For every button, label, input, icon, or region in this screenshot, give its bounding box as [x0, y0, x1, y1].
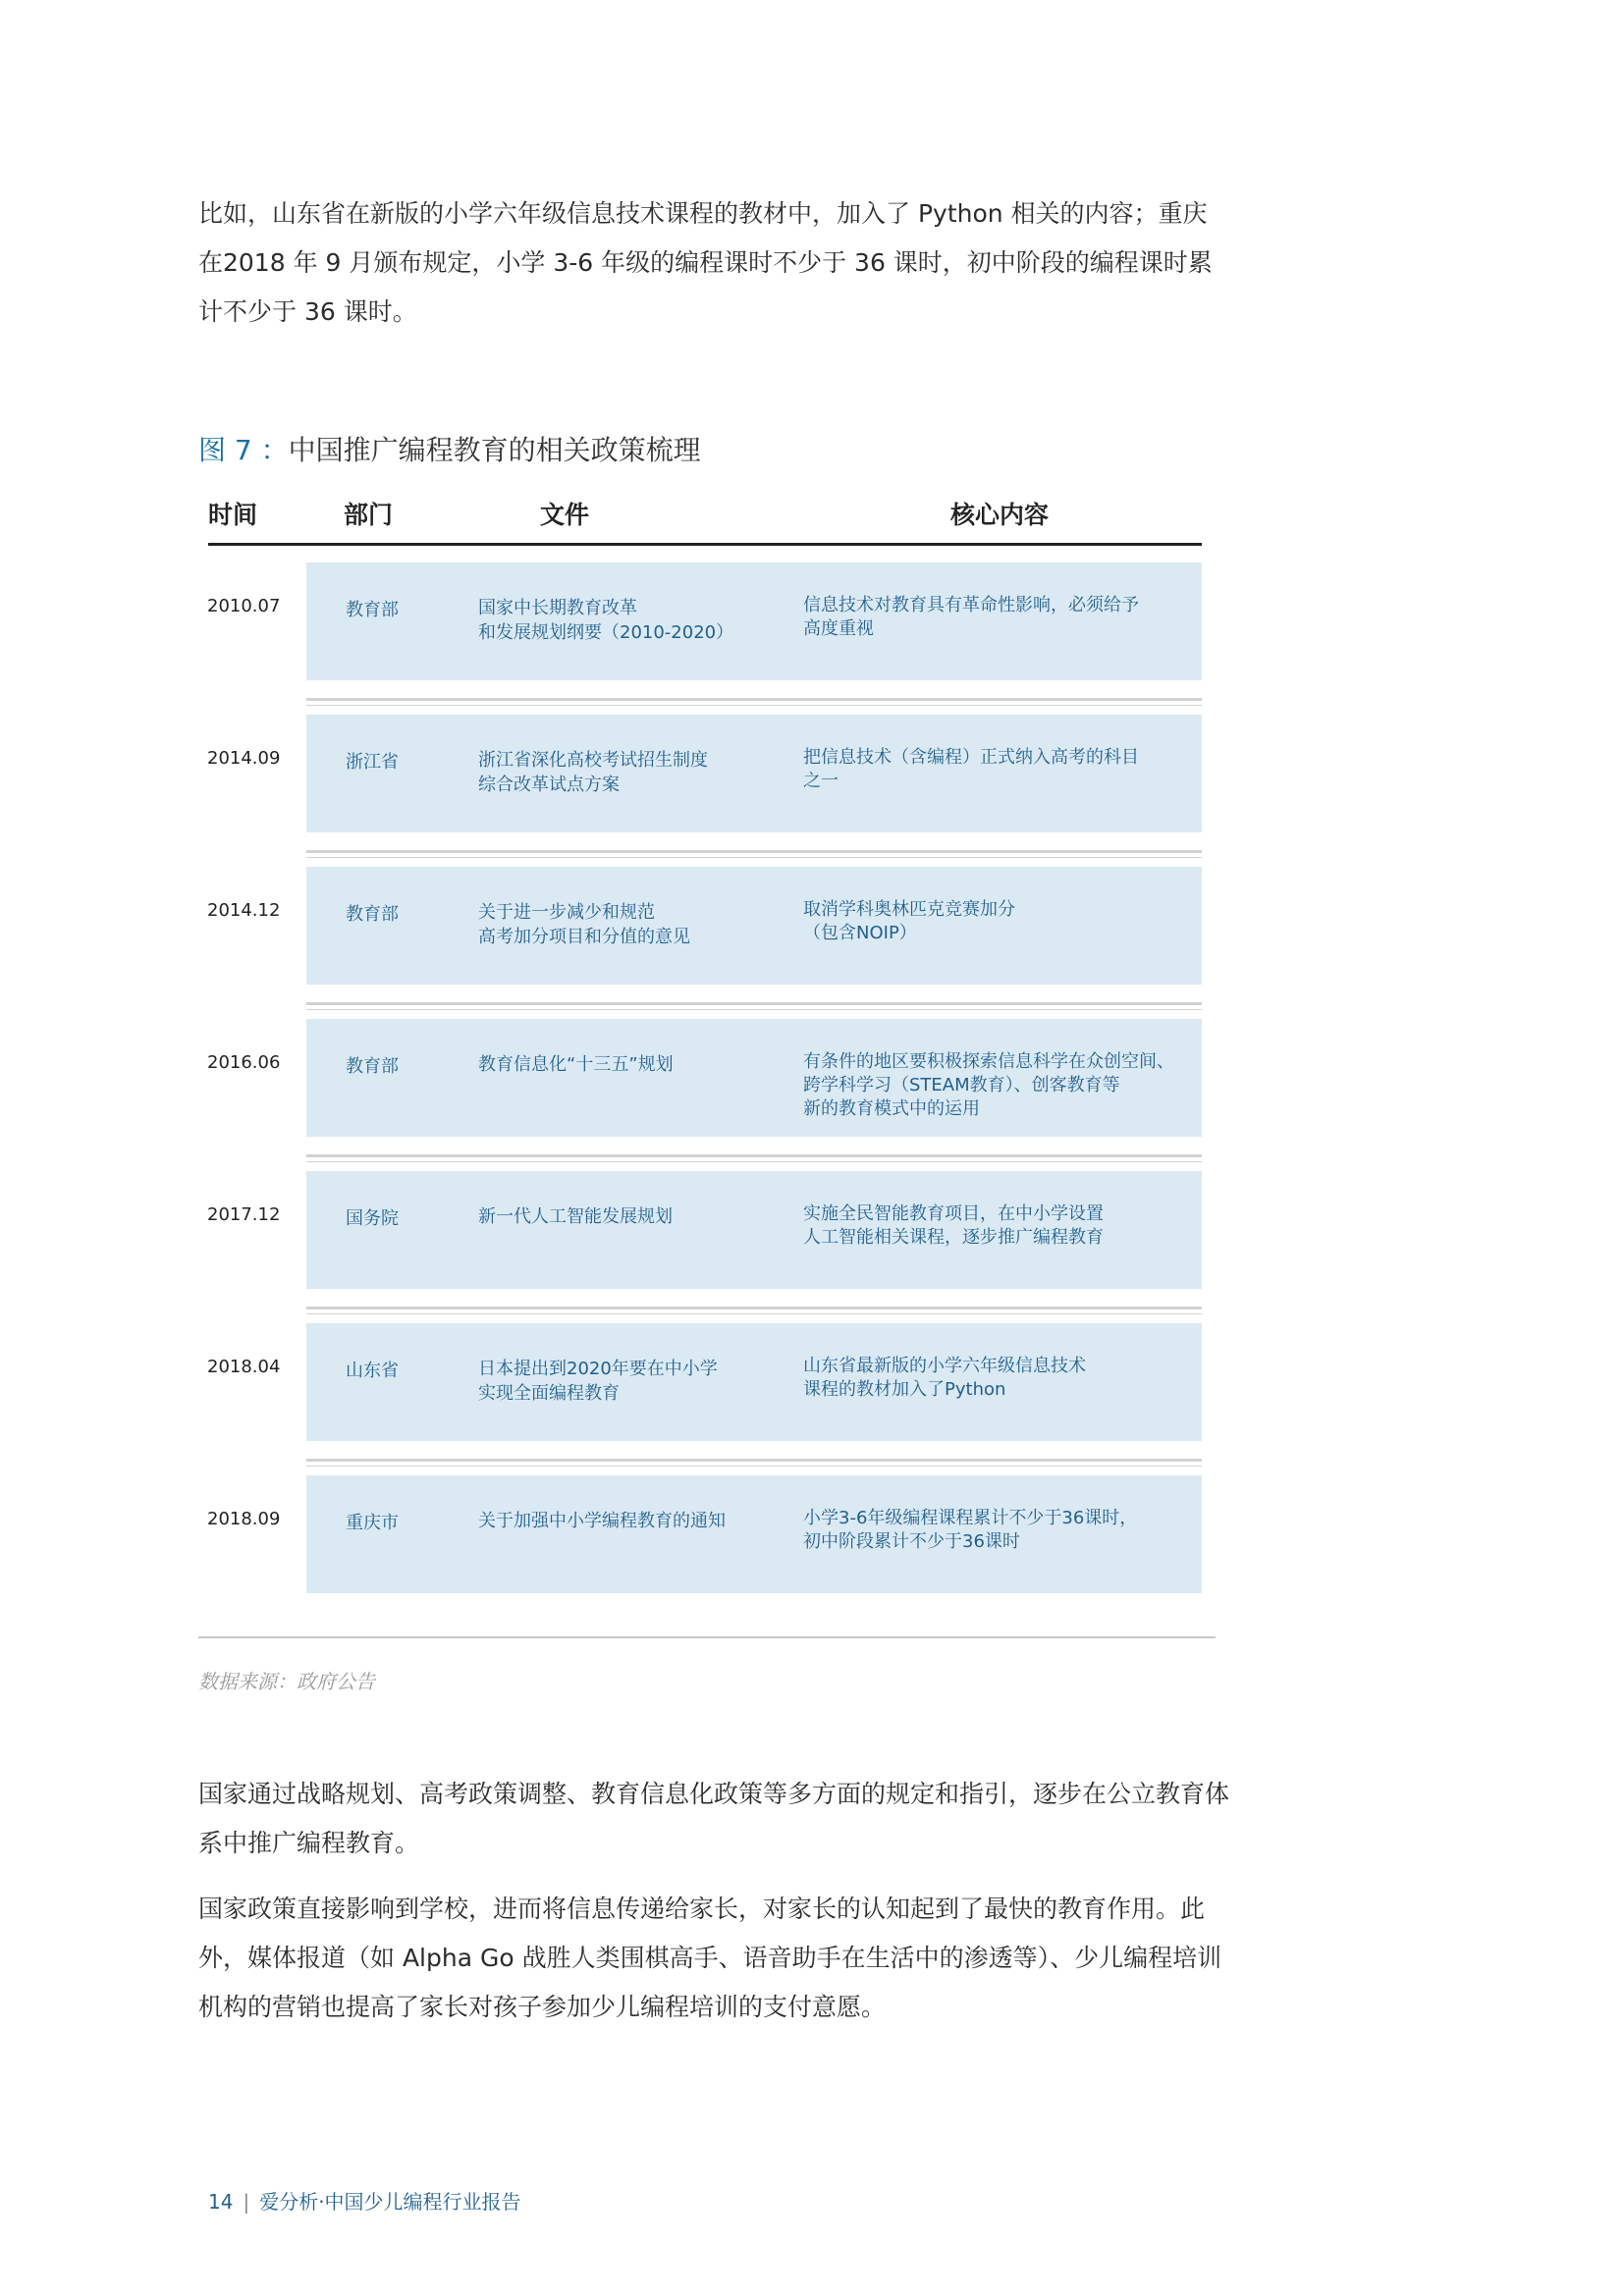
table-bottom-rule — [198, 1636, 1216, 1638]
figure-title — [198, 429, 701, 468]
header-time: 时间 — [208, 501, 258, 529]
data-source-note: 数据来源：政府公告 — [198, 1670, 375, 1693]
row-date: 2010.07 — [207, 596, 281, 616]
row-separator — [306, 1154, 1202, 1157]
intro-paragraph: 比如，山东省在新版的小学六年级信息技术课程的教材中，加入了 Python 相关的内容；重庆在2018 年 9 月颁布规定，小学 3-6 年级的编程课时不少于 36 课时，初中阶段的编程课时累计不少于 36 课时。 — [198, 199, 1213, 326]
page-footer — [208, 2186, 521, 2215]
table-row — [0, 1171, 1623, 1289]
footer-title: 爱分析·中国少儿编程行业报告 — [259, 2190, 521, 2214]
row-core: 把信息技术（含编程）正式纳入高考的科目 之一 — [803, 747, 1139, 791]
row-dept: 教育部 — [346, 1056, 399, 1077]
row-separator — [306, 698, 1202, 701]
row-doc: 新一代人工智能发展规划 — [478, 1206, 673, 1227]
row-date: 2014.12 — [207, 900, 281, 921]
row-separator — [306, 1002, 1202, 1005]
header-dept: 部门 — [344, 501, 394, 529]
table-row — [0, 1475, 1623, 1593]
row-dept: 教育部 — [346, 600, 399, 620]
figure-title-text: 中国推广编程教育的相关政策梳理 — [288, 434, 701, 466]
footer-divider: | — [243, 2190, 250, 2214]
row-doc: 教育信息化“十三五”规划 — [478, 1054, 674, 1075]
row-date: 2014.09 — [207, 748, 281, 769]
page-number: 14 — [208, 2190, 234, 2214]
row-date: 2018.04 — [207, 1357, 281, 1377]
row-date: 2017.12 — [207, 1204, 281, 1225]
body-paragraph-2: 国家政策直接影响到学校，进而将信息传递给家长，对家长的认知起到了最快的教育作用。此外，媒体报道（如 Alpha Go 战胜人类围棋高手、语音助手在生活中的渗透等）、少儿编程培训机构的营销也提高了家长对孩子参加少儿编程培训的支付意愿。 — [198, 1895, 1222, 2021]
row-doc: 浙江省深化高校考试招生制度 综合改革试点方案 — [478, 750, 708, 795]
row-doc: 关于加强中小学编程教育的通知 — [478, 1511, 726, 1531]
table-row — [0, 1323, 1623, 1441]
row-dept: 浙江省 — [346, 752, 399, 773]
row-separator — [306, 850, 1202, 853]
figure-number: 图 7 ： — [198, 434, 289, 466]
table-row — [0, 562, 1623, 680]
row-date: 2016.06 — [207, 1052, 281, 1073]
row-dept: 山东省 — [346, 1361, 399, 1381]
row-date: 2018.09 — [207, 1509, 281, 1529]
row-core: 取消学科奥林匹克竞赛加分 （包含NOIP） — [803, 899, 1015, 943]
row-core: 小学3-6年级编程课程累计不少于36课时， 初中阶段累计不少于36课时 — [803, 1508, 1138, 1552]
row-core: 实施全民智能教育项目，在中小学设置 人工智能相关课程，逐步推广编程教育 — [803, 1203, 1104, 1248]
row-core: 有条件的地区要积极探索信息科学在众创空间、 跨学科学习（STEAM教育）、创客教育等 新的教育模式中的运用 — [803, 1051, 1174, 1119]
header-doc: 文件 — [540, 501, 590, 529]
row-separator — [306, 1307, 1202, 1309]
table-row — [0, 867, 1623, 985]
row-dept: 国务院 — [346, 1208, 399, 1229]
row-dept: 重庆市 — [346, 1513, 399, 1533]
row-doc: 关于进一步减少和规范 高考加分项目和分值的意见 — [478, 902, 690, 947]
row-core: 信息技术对教育具有革命性影响，必须给予 高度重视 — [803, 595, 1139, 639]
table-row — [0, 1019, 1623, 1137]
table-row — [0, 715, 1623, 832]
row-separator — [306, 1459, 1202, 1462]
header-core: 核心内容 — [950, 501, 1050, 529]
row-doc: 国家中长期教育改革 和发展规划纲要（2010-2020） — [478, 598, 734, 643]
row-dept: 教育部 — [346, 904, 399, 925]
row-core: 山东省最新版的小学六年级信息技术 课程的教材加入了Python — [803, 1356, 1086, 1400]
row-doc: 日本提出到2020年要在中小学 实现全面编程教育 — [478, 1359, 718, 1404]
table-header-rule — [208, 543, 1202, 546]
body-paragraph-1: 国家通过战略规划、高考政策调整、教育信息化政策等多方面的规定和指引，逐步在公立教育体系中推广编程教育。 — [198, 1780, 1230, 1857]
